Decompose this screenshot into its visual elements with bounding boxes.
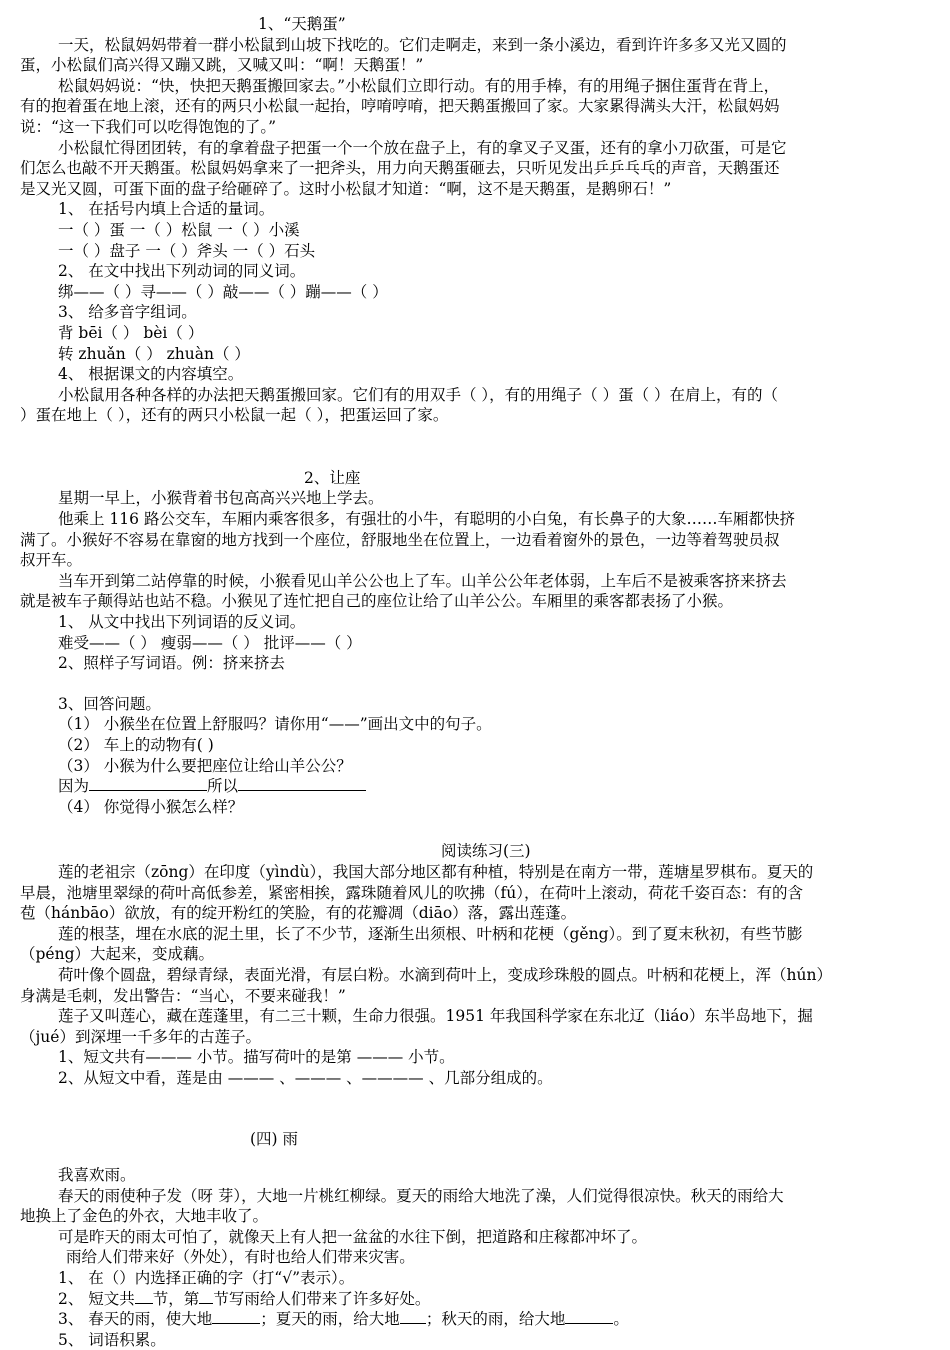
- spacer: [20, 426, 932, 468]
- section1-title: 1、“天鹅蛋”: [258, 15, 346, 33]
- section2-paragraph-line: 满了。小猴好不容易在靠窗的地方找到一个座位，舒服地坐在位置上，一边看着窗外的景色，一边等着驾驶员叔: [20, 530, 780, 549]
- answer-blank[interactable]: [565, 1309, 613, 1324]
- section1-paragraph-line: 松鼠妈妈说：“快，快把天鹅蛋搬回家去。”小松鼠们立即行动。有的用手棒，有的用绳子捆住蛋背在背上，: [58, 76, 780, 95]
- section3-question: 1、短文共有——— 小节。描写荷叶的是第 ——— 小节。: [58, 1048, 455, 1067]
- section2-answer-line: [20, 776, 932, 797]
- section2-paragraph-line: 就是被车子颠得站也站不稳。小猴见了连忙把自己的座位让给了山羊公公。车厢里的乘客都表扬了小猴。: [20, 592, 734, 611]
- section3-paragraph-line: （péng）大起来，变成藕。: [20, 945, 215, 964]
- answer-blank[interactable]: [135, 1289, 153, 1304]
- section3-paragraph-line: 莲的老祖宗（zōng）在印度（yìndù），我国大部分地区都有种植，特别是在南方一带，莲塘星罗棋布。夏天的: [58, 862, 814, 881]
- section3-paragraph-line: 莲的根茎，埋在水底的泥土里，长了不少节，逐渐生出须根、叶柄和花梗（gěng）。到了夏末秋初，有些节膨: [58, 924, 803, 943]
- section1-paragraph-line: 一天，松鼠妈妈带着一群小松鼠到山坡下找吃的。它们走啊走，来到一条小溪边，看到许许多多又光又圆的: [58, 35, 787, 54]
- section2-question-line: （4） 你觉得小猴怎么样？: [58, 797, 244, 816]
- section1-question: 1、 在括号内填上合适的量词。: [58, 200, 275, 219]
- section2-question-line: （1） 小猴坐在位置上舒服吗？请你用“——”画出文中的句子。: [58, 715, 492, 734]
- section1-question-line: ）蛋在地上（ ），还有的两只小松鼠一起（ ），把蛋运回了家。: [20, 406, 449, 425]
- section2-question: 2、照样子写词语。例：挤来挤去: [58, 654, 285, 673]
- section3-paragraph-line: （jué）到深埋一千多年的古莲子。: [20, 1027, 261, 1046]
- section1-question-line: 背 bēi（ ） bèi（ ）: [58, 323, 204, 342]
- answer-blank[interactable]: [400, 1309, 426, 1324]
- section2-paragraph-line: 星期一早上，小猴背着书包高高兴兴地上学去。: [58, 489, 384, 508]
- question-text: 3、 春天的雨，使大地: [58, 1310, 213, 1329]
- section1-question-line: 绑——（ ）寻——（ ）敲——（ ）蹦——（ ）: [58, 282, 388, 301]
- section4-paragraph-line: 可是昨天的雨太可怕了，就像天上有人把一盆盆的水往下倒，把道路和庄稼都冲坏了。: [58, 1227, 648, 1246]
- answer-blank[interactable]: [89, 776, 207, 791]
- section1-question: 4、 根据课文的内容填空。: [58, 365, 244, 384]
- section1-question: 2、 在文中找出下列动词的同义词。: [58, 262, 306, 281]
- section1-question-line: 一（ ）盘子 一（ ）斧头 一（ ）石头: [58, 241, 316, 260]
- spacer: [20, 674, 932, 694]
- section4-question: [20, 1309, 932, 1330]
- section4-paragraph-line: 我喜欢雨。: [58, 1166, 136, 1185]
- section2-paragraph-line: 他乘上 116 路公交车，车厢内乘客很多，有强壮的小牛，有聪明的小白兔，有长鼻子的大象……车厢都快挤: [58, 510, 795, 529]
- section3-paragraph-line: 早晨，池塘里翠绿的荷叶高低参差，紧密相挨，露珠随着风儿的吹拂（fú），在荷叶上滚动，荷花千姿百态：有的含: [20, 883, 803, 902]
- section2-question-line: （2） 车上的动物有( ): [58, 736, 214, 754]
- section1-question-line: 一（ ）蛋 一（ ）松鼠 一（ ）小溪: [58, 220, 300, 239]
- spacer: [20, 1089, 932, 1129]
- section2-question-line: （3） 小猴为什么要把座位让给山羊公公？: [58, 756, 352, 775]
- section2-question-line: 难受——（ ） 瘦弱——（ ） 批评——（ ）: [58, 633, 362, 652]
- section3-paragraph-line: 荷叶像个圆盘，碧绿青绿，表面光滑，有层白粉。水滴到荷叶上，变成珍珠般的圆点。叶柄和花梗上，浑（hún）: [58, 965, 832, 984]
- question-text: 。: [613, 1310, 629, 1329]
- section1-paragraph-line: 们怎么也敲不开天鹅蛋。松鼠妈妈拿来了一把斧头，用力向天鹅蛋砸去，只听见发出乒乒乓乓的声音，天鹅蛋还: [20, 159, 780, 178]
- section4-question: 5、 词语积累。: [58, 1330, 166, 1349]
- section1-question-line: 小松鼠用各种各样的办法把天鹅蛋搬回家。它们有的用双手（ ），有的用绳子（ ）蛋（ ）在肩上，有的（: [58, 385, 779, 404]
- question-text: ；夏天的雨，给大地: [260, 1310, 400, 1329]
- section1-paragraph-line: 说：“这一下我们可以吃得饱饱的了。”: [20, 117, 277, 136]
- section1-paragraph-line: 有的抱着蛋在地上滚，还有的两只小松鼠一起抬，哼唷哼唷，把天鹅蛋搬回了家。大家累得满头大汗，松鼠妈妈: [20, 97, 780, 116]
- section4-question: [20, 1289, 932, 1310]
- answer-blank[interactable]: [238, 776, 366, 791]
- answer-blank[interactable]: [199, 1289, 213, 1304]
- because-label: 因为: [58, 777, 90, 796]
- section4-title: (四) 雨: [250, 1129, 299, 1148]
- section4-question: 1、 在（）内选择正确的字（打“√”表示）。: [58, 1269, 355, 1288]
- section1-paragraph-line: 是又光又圆，可蛋下面的盘子给砸碎了。这时小松鼠才知道：“啊，这不是天鹅蛋，是鹅卵石！”: [20, 179, 672, 198]
- spacer: [20, 1149, 932, 1165]
- section1-paragraph-line: 蛋，小松鼠们高兴得又蹦又跳，又喊又叫：“啊！天鹅蛋！”: [20, 56, 424, 75]
- spacer: [20, 817, 932, 841]
- so-label: 所以: [207, 777, 239, 796]
- question-text: ；秋天的雨，给大地: [425, 1310, 566, 1329]
- section3-paragraph-line: 莲子又叫莲心，藏在莲蓬里，有二三十颗，生命力很强。1951 年我国科学家在东北辽（liáo）东半岛地下，掘: [58, 1007, 813, 1026]
- question-text: 节，第: [152, 1289, 200, 1308]
- section2-paragraph-line: 当车开到第二站停靠的时候，小猴看见山羊公公也上了车。山羊公公年老体弱，上车后不是被乘客挤来挤去: [58, 571, 787, 590]
- section2-title: 2、让座: [304, 468, 361, 487]
- section2-question: 3、回答问题。: [58, 694, 161, 713]
- question-text: 节写雨给人们带来了许多好处。: [213, 1289, 431, 1308]
- section1-question-line: 转 zhuǎn（ ） zhuàn（ ）: [58, 344, 250, 363]
- section3-paragraph-line: 苞（hánbāo）欲放，有的绽开粉红的笑脸，有的花瓣凋（diāo）落，露出莲蓬。: [20, 904, 577, 923]
- section3-question: 2、从短文中看，莲是由 ——— 、——— 、———— 、几部分组成的。: [58, 1068, 553, 1087]
- section4-paragraph-line: 春天的雨使种子发（呀 芽），大地一片桃红柳绿。夏天的雨给大地洗了澡，人们觉得很凉快。秋天的雨给大: [58, 1186, 784, 1205]
- section4-paragraph-line: 雨给人们带来好（外处），有时也给人们带来灾害。: [66, 1248, 415, 1267]
- answer-blank[interactable]: [212, 1309, 260, 1324]
- section1-paragraph-line: 小松鼠忙得团团转，有的拿着盘子把蛋一个一个放在盘子上，有的拿叉子叉蛋，还有的拿小刀砍蛋，可是它: [58, 138, 787, 157]
- section3-title: 阅读练习(三): [441, 842, 531, 861]
- section2-question: 1、 从文中找出下列词语的反义词。: [58, 613, 306, 632]
- section1-question: 3、 给多音字组词。: [58, 303, 197, 322]
- question-text: 2、 短文共: [58, 1289, 135, 1308]
- section3-paragraph-line: 身满是毛刺，发出警告：“当心，不要来碰我！”: [20, 986, 346, 1005]
- section2-paragraph-line: 叔开车。: [20, 551, 83, 570]
- worksheet-page: [20, 14, 932, 1350]
- section4-paragraph-line: 地换上了金色的外衣，大地丰收了。: [20, 1207, 269, 1226]
